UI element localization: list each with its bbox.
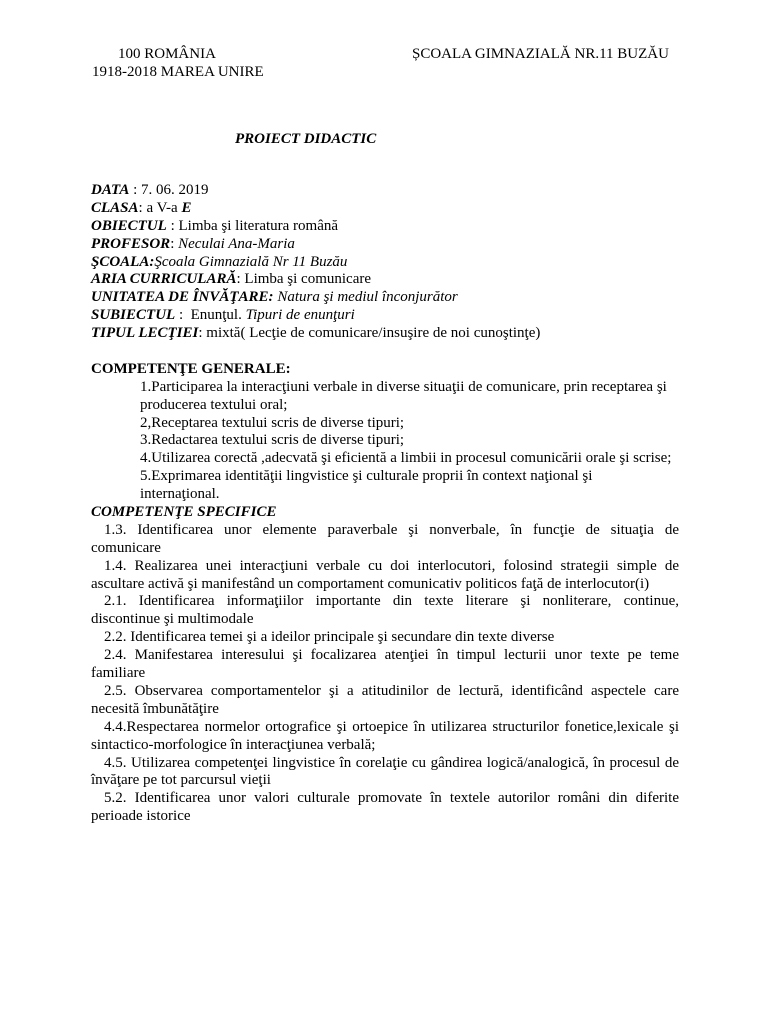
general-competence-line: 5.Exprimarea identităţii lingvistice şi culturale proprii în context naţional şi [140, 468, 593, 485]
specific-competence-line: perioade istorice [91, 808, 191, 825]
specific-competence-item [91, 790, 679, 826]
header-centenary-line: 100 ROMÂNIA [118, 46, 216, 62]
header-union-line: 1918-2018 MAREA UNIRE [92, 64, 264, 80]
specific-competences-list [91, 522, 679, 826]
specific-competence-line: 2.4. Manifestarea interesului şi focalizarea atenţiei în timpul lecturii unor texte pe teme [104, 647, 679, 664]
field-value: : Limba şi literatura română [166, 217, 339, 234]
lesson-body [91, 182, 679, 826]
specific-competence-line: necesită îmbunătăţire [91, 700, 219, 717]
general-competence-line: 4.Utilizarea corectă ,adecvată şi eficientă a limbii in procesul comunicării orale şi scrise; [140, 450, 672, 467]
specific-competence-line: sintactico-morfologice în interacţiunea verbală; [91, 736, 376, 753]
document-title: PROIECT DIDACTIC [235, 131, 377, 147]
field-label: TIPUL LECŢIEI [91, 325, 199, 342]
field-separator: : [170, 235, 179, 252]
blank-line [91, 343, 679, 361]
section-heading-specific-competences: COMPETENŢE SPECIFICE [91, 504, 277, 521]
specific-competence-line: învăţare pe tot parcursul vieţii [91, 772, 271, 789]
general-competence-item [91, 379, 679, 415]
specific-competence-line: familiare [91, 665, 146, 682]
specific-competence-line: ascultare activă şi manifestând un comportament comunicativ politicos faţă de interlocutor(i) [91, 575, 650, 592]
specific-competence-line: 2.1. Identificarea informaţiilor importante din texte literare şi nonliterare, continue, [104, 593, 679, 610]
field-label: ARIA CURRICULARĂ [91, 271, 237, 288]
field-tipul-lectiei [91, 325, 679, 343]
specific-competence-line: discontinue şi multimodale [91, 611, 254, 628]
field-label: PROFESOR [91, 235, 171, 252]
field-label: OBIECTUL [91, 217, 167, 234]
field-value: Neculai Ana-Maria [178, 235, 295, 252]
field-obiectul [91, 218, 679, 236]
specific-competence-item [91, 755, 679, 791]
specific-competence-line: 4.5. Utilizarea competenţei lingvistice în corelaţie cu gândirea logică/analogică, în procesul de [104, 754, 679, 771]
general-competences-list [91, 379, 679, 504]
specific-competence-line: 2.2. Identificarea temei şi a ideilor principale şi secundare din texte diverse [104, 629, 555, 646]
field-unitatea-de-invatare [91, 289, 679, 307]
field-label: ŞCOALA: [91, 253, 155, 270]
field-label: CLASA [91, 199, 139, 216]
field-value: : 7. 06. 2019 [129, 182, 209, 198]
field-data [91, 182, 679, 200]
general-competence-line: 3.Redactarea textului scris de diverse tipuri; [140, 432, 405, 449]
field-label: UNITATEA DE ÎNVĂŢARE: [91, 289, 274, 306]
field-value: : mixtă( Lecţie de comunicare/insuşire de noi cunoştinţe) [198, 325, 541, 342]
field-profesor [91, 236, 679, 254]
general-competence-item [91, 415, 679, 433]
field-value: Şcoala Gimnazială Nr 11 Buzău [154, 253, 348, 270]
field-subiectul [91, 307, 679, 325]
specific-competence-line: 1.3. Identificarea unor elemente paraverbale şi nonverbale, în funcţie de situaţia de [104, 521, 679, 538]
specific-competence-item [91, 647, 679, 683]
header-school-name: ȘCOALA GIMNAZIALĂ NR.11 BUZĂU [412, 46, 669, 62]
general-competence-line: 1.Participarea la interacţiuni verbale in diverse situaţii de comunicare, prin receptarea şi [140, 378, 667, 395]
specific-competence-item [91, 558, 679, 594]
field-value: : a V-a [138, 199, 182, 216]
field-aria-curriculara [91, 271, 679, 289]
field-scoala [91, 254, 679, 272]
specific-competence-line: 5.2. Identificarea unor valori culturale promovate în textele autorilor români din diferite [104, 790, 679, 807]
specific-competence-line: 1.4. Realizarea unei interacţiuni verbale cu doi interlocutori, folosind strategii simple de [104, 557, 679, 574]
specific-competence-line: 2.5. Observarea comportamentelor şi a atitudinilor de lectură, identificând aspectele care [104, 682, 679, 699]
specific-competence-item [91, 593, 679, 629]
specific-competence-item [91, 719, 679, 755]
general-competence-item [91, 450, 679, 468]
field-value: Tipuri de enunţuri [245, 307, 355, 324]
specific-competence-item [91, 522, 679, 558]
general-competence-line: internaţional. [140, 486, 220, 503]
general-competence-item [91, 432, 679, 450]
specific-competence-line: comunicare [91, 539, 161, 556]
general-competence-line: producerea textului oral; [140, 396, 288, 413]
field-separator: : Enunţul. [175, 307, 246, 324]
field-clasa [91, 200, 679, 218]
field-label: DATA [91, 182, 130, 198]
general-competence-line: 2,Receptarea textului scris de diverse tipuri; [140, 414, 405, 431]
specific-competence-line: 4.4.Respectarea normelor ortografice şi ortoepice în utilizarea structurilor fonetice,lexicale şi [104, 718, 679, 735]
general-competence-item [91, 468, 679, 504]
field-label: SUBIECTUL [91, 307, 176, 324]
specific-competence-item [91, 629, 679, 647]
specific-competence-item [91, 683, 679, 719]
field-value: Natura şi mediul înconjurător [273, 289, 458, 306]
field-value-suffix: E [181, 199, 192, 216]
section-heading-general-competences: COMPETENŢE GENERALE: [91, 360, 291, 377]
field-value: : Limba şi comunicare [236, 271, 372, 288]
